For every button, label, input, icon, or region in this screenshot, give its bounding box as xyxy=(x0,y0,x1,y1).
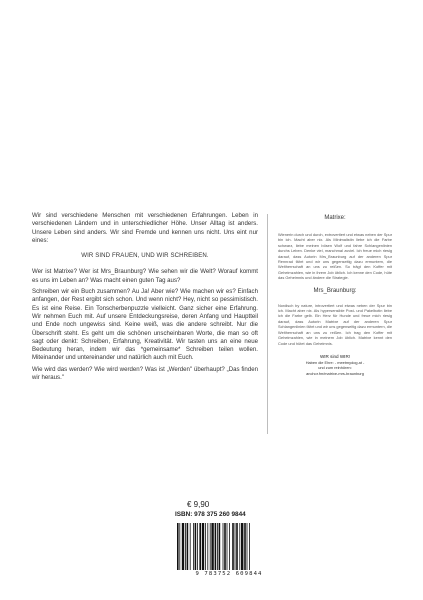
footer-podcast-link: anchor.fm/matrixe-mrs-braunburg xyxy=(306,370,364,376)
barcode-digits: 9 783752 609844 xyxy=(195,571,263,577)
barcode-bars xyxy=(174,523,284,570)
footer-tagline: WIR sind WIR! xyxy=(319,353,351,359)
price-label: € 9,90 xyxy=(187,500,210,509)
blurb-column xyxy=(32,212,258,385)
isbn-label: ISBN: 978 375 260 9844 xyxy=(175,511,246,518)
blurb-questions: Wer ist Matrixe? Wer ist Mrs_Braunburg? Wie sehen wir die Welt? Worauf kommt es uns im Leben an? Was macht einen guten Tag aus? xyxy=(32,268,258,284)
author-heading-matrixe: Matrixe: xyxy=(324,215,346,221)
author-footer xyxy=(278,354,392,376)
author-bio-braunburg: Nordisch by nature, introvertiert und etwas neben der Spur bin ich. Macht aber nix. Als hypersensible Post- und Pakelbotin liebe ich die Farbe gelb. Ein Herz für Hunde und freue mich riesig darauf, dass Autorin Matrixe auf der anderen Spur Schlangenlinien fährt und wir uns gegenseitig dazu ermuntern, die Weltherrschaft an uns zu reißen. Ich trag den Koffer mit Geheimzahlen, wie in meinem Job üblich. Matrixe kennt den Code und hütet das Geheimnis. xyxy=(278,302,392,346)
author-column xyxy=(278,214,392,376)
column-divider xyxy=(267,214,268,434)
blurb-body: Schreiben wir ein Buch zusammen? Au Ja! Aber wie? Wie machen wir es? Einfach anfangen, der Rest ergibt sich schon. Und wenn nicht? Hey, nicht so pessimistisch. Es ist eine Reise. Ein Tonscherbenpuzzle vielleicht. Ganz sicher eine Erfahrung. Wir nehmen Euch mit. Auf unsere Entdeckungsreise, deren Anfang und Hauptteil und Ende noch ungewiss sind. Keine weiß, was die andere schreibt. Nur die Überschrift steht. Es geht um die schönen unscheinbaren Worte, die man so oft sagt oder denkt: Schreiben, Erfahrung, Kreativität. Wir tasten uns an eine neue Bedeutung heran, indem wir das *gemeinsame* Schreiben teilen wollen. Miteinander und untereinander und natürlich auch mit Euch. xyxy=(32,288,258,362)
author-heading-braunburg: Mrs_Braunburg: xyxy=(313,287,357,294)
blurb-headline: WIR SIND FRAUEN, UND WIR SCHREIBEN. xyxy=(81,252,209,260)
price-isbn-block xyxy=(175,500,285,520)
blurb-intro: Wir sind verschiedene Menschen mit verschiedenen Erfahrungen. Leben in verschiedenen Ländern und in unterschiedlicher Höhe. Unser Alltag ist anders. Unsere Leben sind anders. Wir sind Fremde und kennen uns nicht. Uns eint nur eines: xyxy=(32,212,258,244)
barcode-image xyxy=(174,523,284,570)
footer-website: Haben die Ehre: - meetmydog.at - xyxy=(305,359,365,365)
author-bio-matrixe: Wienerin durch und durch, extrovertiert und etwas neben der Spur bin ich. Macht aber nix. Als Minimalistin liebe ich die Farbe schwarz, liebe meinen bösen Wolf und fahre Schlangenlinien durchs Leben. Denke viel, manchmal zuviel. Ich freue mich riesig darauf, dass Autorin Mrs_Braunburg auf der anderen Spur Rennrad fährt und wir uns gegenseitig dazu ermuntern, die Weltherrschaft an uns zu reißen. So trägt den Koffer mit Geheimzahlen, wie in ihrem Job üblich. Ich kenne den Code, hüte das Geheimnis und ändere die Strategie. xyxy=(278,232,392,281)
blurb-closing: Wie wird das werden? Wie wird werden? Was ist „Werden" überhaupt? „Das finden wir heraus." xyxy=(32,365,258,382)
footer-listen-label: und zum reinhören: xyxy=(318,365,352,371)
